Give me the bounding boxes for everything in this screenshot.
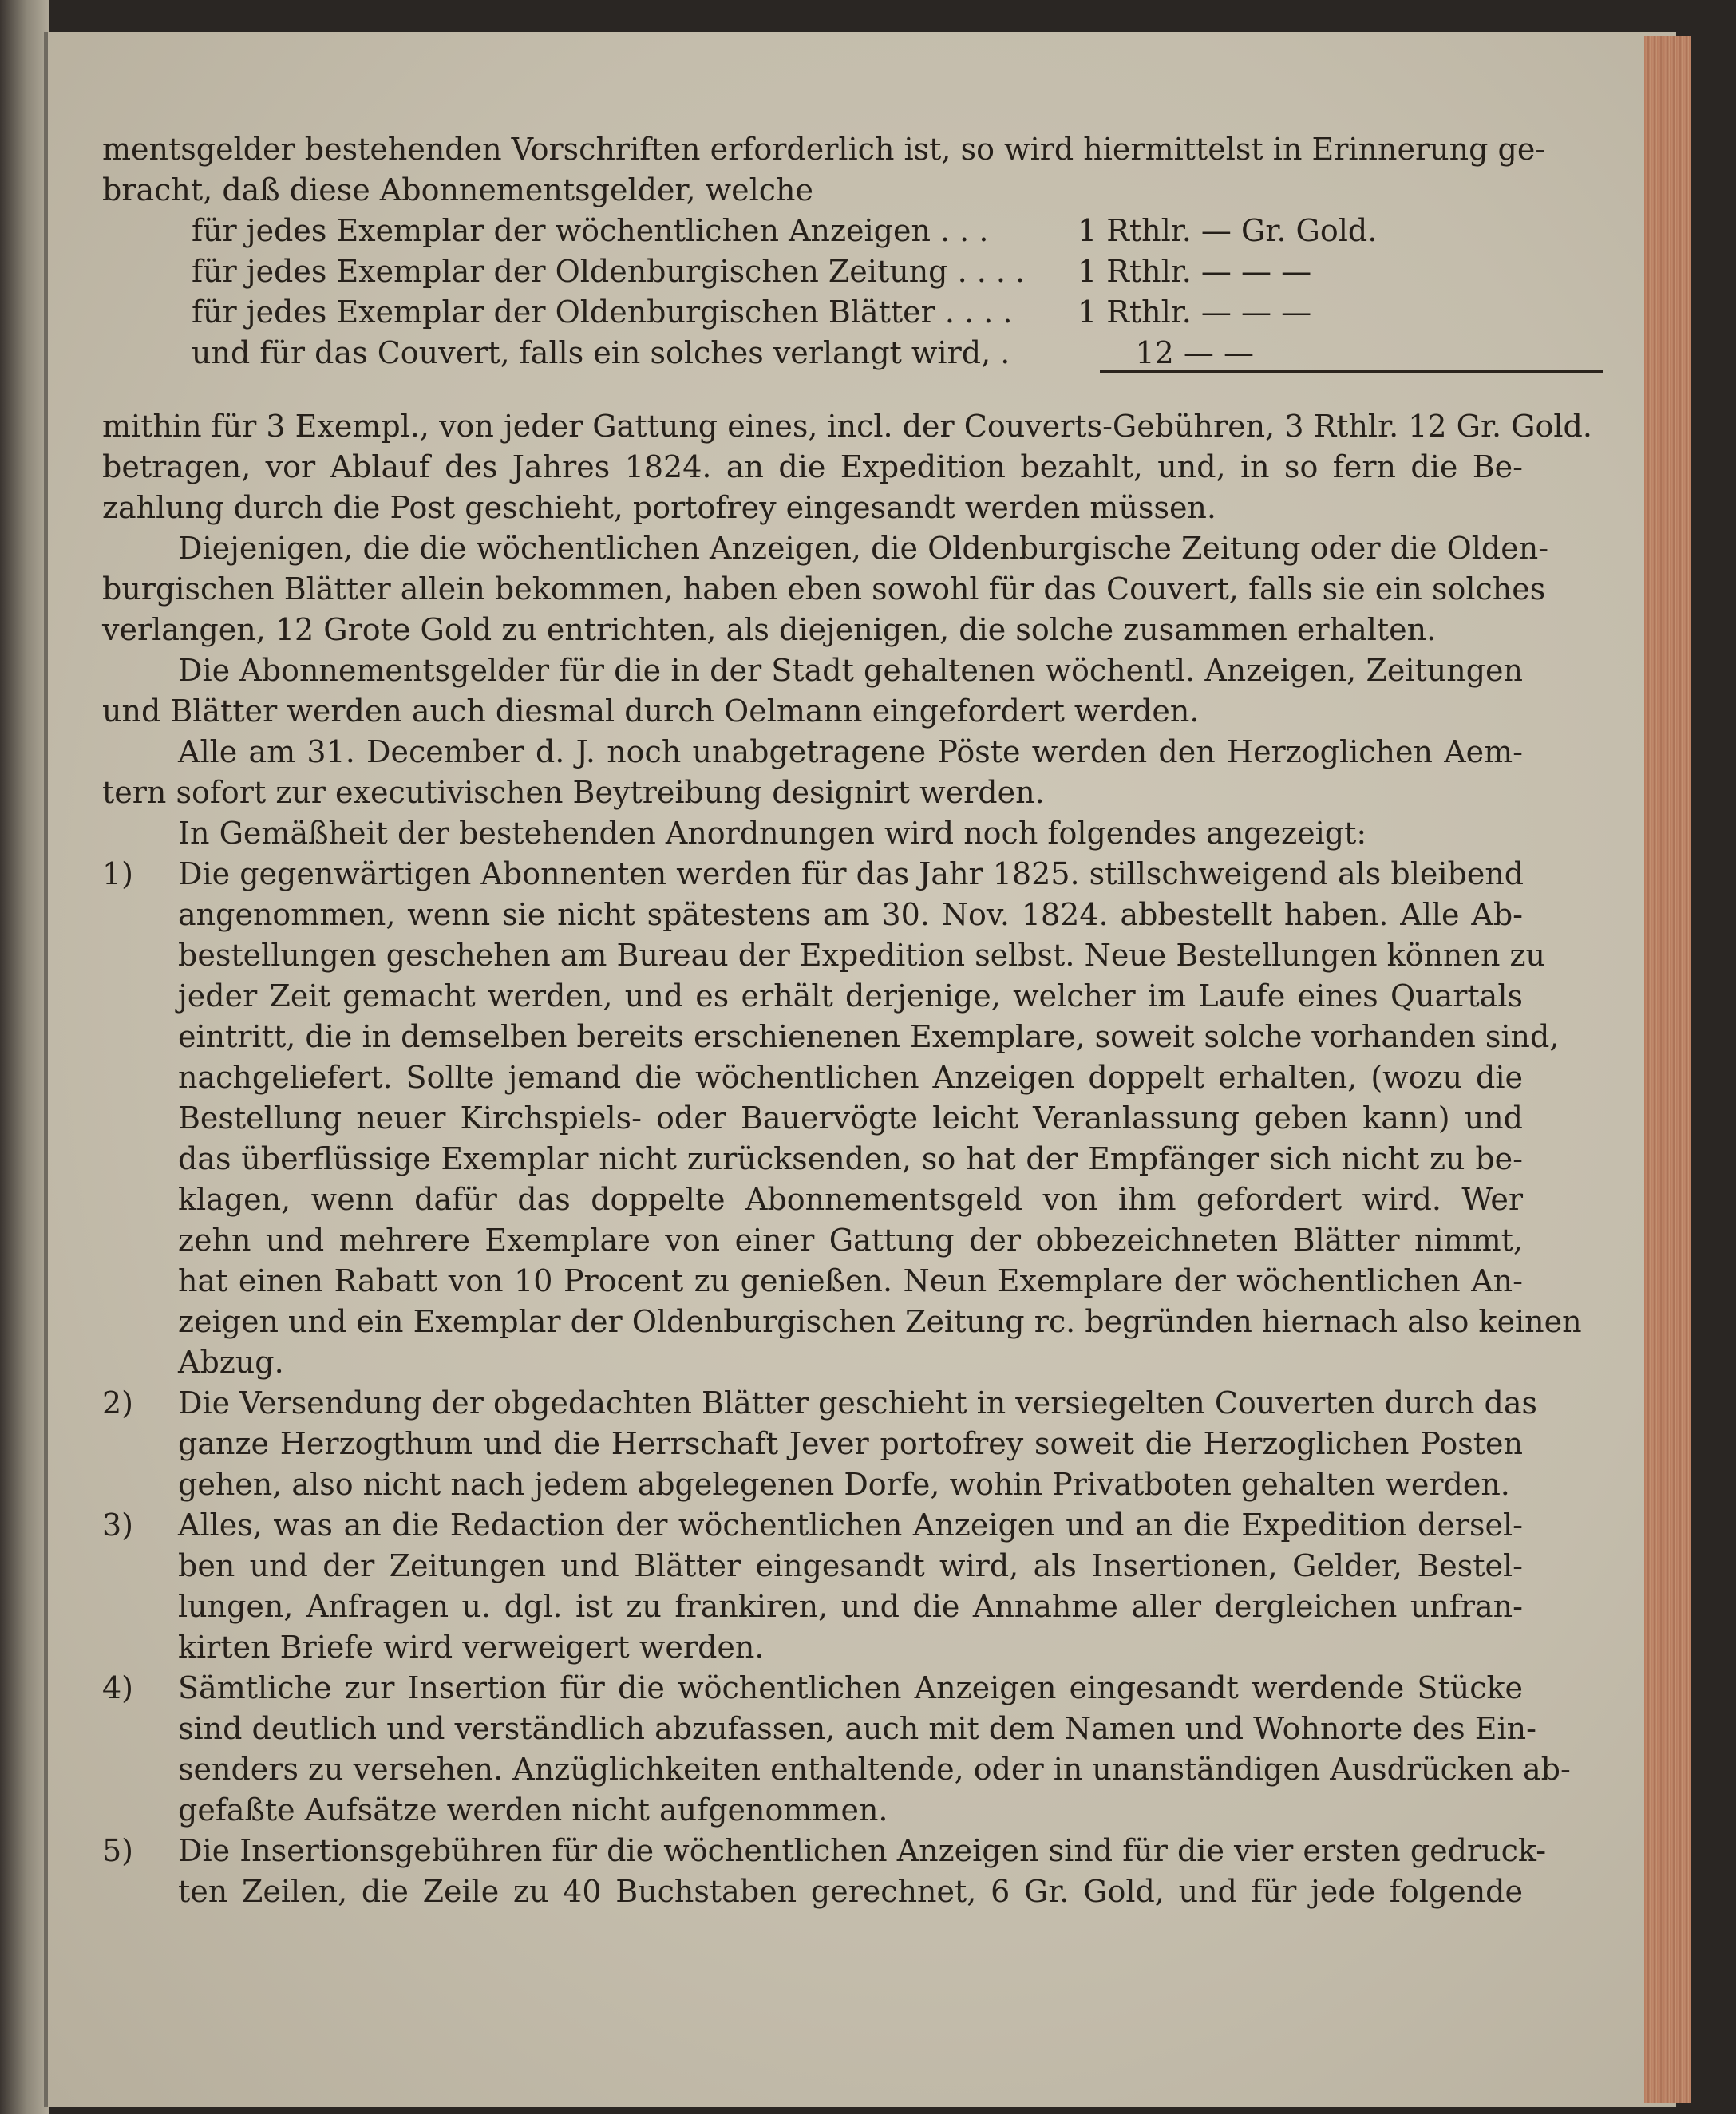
- text-line: das überflüssige Exemplar nicht zurücksenden, so hat der Empfänger sich nicht zu be-: [178, 1141, 1523, 1176]
- text-line: nachgeliefert. Sollte jemand die wöchentlichen Anzeigen doppelt erhalten, (wozu die: [178, 1060, 1523, 1095]
- item-number: 3): [102, 1507, 134, 1543]
- price-row: [192, 211, 1603, 251]
- text-line: [102, 1505, 1523, 1546]
- price-item: für jedes Exemplar der Oldenburgischen Zeitung . . . .: [192, 254, 1026, 289]
- text-line: Bestellung neuer Kirchspiels- oder Bauervögte leicht Veranlassung geben kann) und: [178, 1100, 1523, 1136]
- line-text: Die Versendung der obgedachten Blätter geschieht in versiegelten Couverten durch das: [178, 1385, 1537, 1421]
- price-amount: 1 Rthlr. — — —: [1078, 254, 1312, 289]
- text-line: ben und der Zeitungen und Blätter eingesandt wird, als Insertionen, Gelder, Bestel-: [178, 1548, 1523, 1583]
- text-line: klagen, wenn dafür das doppelte Abonnementsgeld von ihm gefordert wird. Wer: [178, 1182, 1523, 1217]
- text-line: bracht, daß diese Abonnementsgelder, welche: [102, 172, 813, 207]
- text-line: jeder Zeit gemacht werden, und es erhält derjenige, welcher im Laufe eines Quartals: [178, 978, 1523, 1014]
- text-line: gehen, also nicht nach jedem abgelegenen Dorfe, wohin Privatboten gehalten werden.: [178, 1467, 1510, 1502]
- intro-paragraph: [102, 129, 1546, 211]
- text-line: senders zu versehen. Anzüglichkeiten enthaltende, oder in unanständigen Ausdrücken ab-: [178, 1752, 1571, 1787]
- text-line: zeigen und ein Exemplar der Oldenburgischen Zeitung rc. begründen hiernach also keinen: [178, 1304, 1582, 1339]
- item-number: 4): [102, 1670, 134, 1705]
- line-text: Sämtliche zur Insertion für die wöchentlichen Anzeigen eingesandt werdende Stücke: [178, 1670, 1523, 1705]
- price-row: [192, 251, 1603, 292]
- text-line: gefaßte Aufsätze werden nicht aufgenommen.: [178, 1792, 888, 1828]
- item-number: 2): [102, 1385, 134, 1421]
- text-line: Alle am 31. December d. J. noch unabgetragene Pöste werden den Herzoglichen Aem-: [178, 734, 1523, 769]
- stadt-paragraph: [102, 650, 1523, 732]
- text-line: mentsgelder bestehenden Vorschriften erforderlich ist, so wird hiermittelst in Erinnerung ge-: [102, 132, 1546, 167]
- line-text: Die Insertionsgebühren für die wöchentlichen Anzeigen sind für die vier ersten gedruck-: [178, 1833, 1547, 1868]
- text-line: [102, 1831, 1547, 1871]
- text-line: Die Abonnementsgelder für die in der Stadt gehaltenen wöchentl. Anzeigen, Zeitungen: [178, 653, 1523, 688]
- text-line: Diejenigen, die die wöchentlichen Anzeigen, die Oldenburgische Zeitung oder die Olden-: [178, 531, 1549, 566]
- price-item: für jedes Exemplar der Oldenburgischen Blätter . . . .: [192, 294, 1013, 330]
- page-fore-edge: [1644, 36, 1691, 2103]
- item-number: 1): [102, 856, 134, 891]
- text-line: und Blätter werden auch diesmal durch Oelmann eingefordert werden.: [102, 693, 1200, 729]
- december-paragraph: [102, 732, 1523, 813]
- text-line: hat einen Rabatt von 10 Procent zu genießen. Neun Exemplare der wöchentlichen An-: [178, 1263, 1523, 1298]
- numbered-item-2: [102, 1383, 1537, 1505]
- price-amount: 1 Rthlr. — Gr. Gold.: [1078, 213, 1378, 248]
- page-text: [102, 129, 1592, 1912]
- price-row: [192, 333, 1603, 373]
- line-text: Die gegenwärtigen Abonnenten werden für das Jahr 1825. stillschweigend als bleibend: [178, 856, 1524, 891]
- numbered-item-1: [102, 854, 1582, 1383]
- text-line: eintritt, die in demselben bereits erschienenen Exemplare, soweit solche vorhanden sind,: [178, 1019, 1560, 1054]
- text-line: zehn und mehrere Exemplare von einer Gattung der obbezeichneten Blätter nimmt,: [178, 1223, 1523, 1258]
- text-line: betragen, vor Ablauf des Jahres 1824. an die Expedition bezahlt, und, in so fern die Be-: [102, 449, 1523, 484]
- text-line: sind deutlich und verständlich abzufassen, auch mit dem Namen und Wohnorte des Ein-: [178, 1711, 1536, 1746]
- text-line: In Gemäßheit der bestehenden Anordnungen wird noch folgendes angezeigt:: [178, 816, 1367, 851]
- price-item: für jedes Exemplar der wöchentlichen Anzeigen . . .: [192, 213, 989, 248]
- text-line: kirten Briefe wird verweigert werden.: [178, 1630, 765, 1665]
- text-line: mithin für 3 Exempl., von jeder Gattung eines, incl. der Couverts-Gebühren, 3 Rthlr. 12 Gr. Gold.: [102, 409, 1592, 444]
- text-line: bestellungen geschehen am Bureau der Expedition selbst. Neue Bestellungen können zu: [178, 938, 1546, 973]
- text-line: [102, 1383, 1537, 1424]
- text-line: zahlung durch die Post geschieht, portofrey eingesandt werden müssen.: [102, 490, 1216, 525]
- item-number: 5): [102, 1833, 134, 1868]
- numbered-item-4: [102, 1668, 1571, 1831]
- price-item: und für das Couvert, falls ein solches verlangt wird, .: [192, 335, 1010, 370]
- line-text: Alles, was an die Redaction der wöchentlichen Anzeigen und an die Expedition dersel-: [178, 1507, 1523, 1543]
- text-line: [102, 854, 1524, 895]
- numbered-item-5: [102, 1831, 1547, 1912]
- text-line: burgischen Blätter allein bekommen, haben eben sowohl für das Couvert, falls sie ein solches: [102, 571, 1546, 607]
- text-line: ten Zeilen, die Zeile zu 40 Buchstaben gerechnet, 6 Gr. Gold, und für jede folgende: [178, 1874, 1523, 1909]
- diejenigen-paragraph: [102, 528, 1549, 650]
- facing-page-edge: [0, 0, 49, 2114]
- text-line: angenommen, wenn sie nicht spätestens am 30. Nov. 1824. abbestellt haben. Alle Ab-: [178, 897, 1523, 932]
- total-paragraph: [102, 406, 1592, 528]
- text-line: tern sofort zur executivischen Beytreibung designirt werden.: [102, 775, 1045, 810]
- text-line: Abzug.: [178, 1345, 284, 1380]
- numbered-item-3: [102, 1505, 1523, 1668]
- subscription-price-table: [192, 211, 1603, 373]
- text-line: ganze Herzogthum und die Herrschaft Jever portofrey soweit die Herzoglichen Posten: [178, 1426, 1523, 1461]
- price-row: [192, 292, 1603, 333]
- price-amount: 12 — —: [1078, 335, 1254, 370]
- text-line: lungen, Anfragen u. dgl. ist zu frankiren, und die Annahme aller dergleichen unfran-: [178, 1589, 1523, 1624]
- text-line: [102, 1668, 1523, 1709]
- gemaessheit-paragraph: [102, 813, 1523, 854]
- text-line: verlangen, 12 Grote Gold zu entrichten, als diejenigen, die solche zusammen erhalten.: [102, 612, 1437, 647]
- price-amount: 1 Rthlr. — — —: [1078, 294, 1312, 330]
